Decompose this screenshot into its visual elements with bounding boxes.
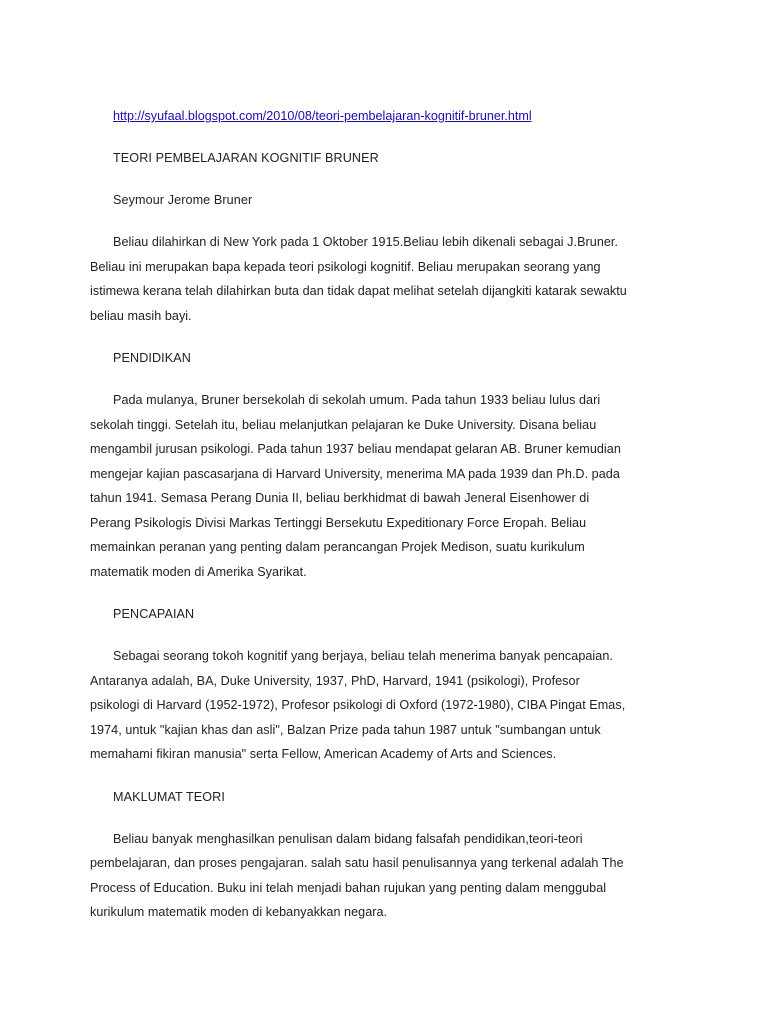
paragraph-line: beliau masih bayi. [90,308,192,323]
paragraph-line: matematik moden di Amerika Syarikat. [90,564,307,579]
paragraph-line: kurikulum matematik moden di kebanyakkan negara. [90,905,388,919]
source-url-link[interactable]: http://syufaal.blogspot.com/2010/08/teori-pembelajaran-kognitif-bruner.html [113,109,532,123]
achievement-paragraph [90,644,680,767]
theory-paragraph [90,827,680,925]
paragraph-line: Perang Psikologis Divisi Markas Tertinggi Bersekutu Expeditionary Force Eropah. Beliau [90,515,587,530]
document-title: TEORI PEMBELAJARAN KOGNITIF BRUNER [113,151,379,165]
paragraph-line: 1974, untuk "kajian khas dan asli", Balzan Prize pada tahun 1987 untuk "sumbangan untuk [90,722,601,737]
education-paragraph [90,388,680,584]
paragraph-line: memahami fikiran manusia" serta Fellow, American Academy of Arts and Sciences. [90,747,557,761]
paragraph-line: istimewa kerana telah dilahirkan buta dan tidak dapat melihat setelah dijangkiti katarak sewaktu [90,284,627,298]
paragraph-line: mengambil jurusan psikologi. Pada tahun 1937 beliau mendapat gelaran AB. Bruner kemudian [90,442,621,456]
section-heading-education: PENDIDIKAN [113,351,191,365]
paragraph-line: psikologi di Harvard (1952-1972), Profesor psikologi di Oxford (1972-1980), CIBA Pingat Emas, [90,698,626,712]
paragraph-line: mengejar kajian pascasarjana di Harvard University, menerima MA pada 1939 dan Ph.D. pada [90,466,620,481]
paragraph-line: pembelajaran, dan proses pengajaran. salah satu hasil penulisannya yang terkenal adalah The [90,856,624,870]
paragraph-line: Pada mulanya, Bruner bersekolah di sekolah umum. Pada tahun 1933 beliau lulus dari [113,393,601,407]
paragraph-line: Beliau banyak menghasilkan penulisan dalam bidang falsafah pendidikan,teori-teori [113,831,583,846]
author-name: Seymour Jerome Bruner [113,193,253,207]
paragraph-line: Process of Education. Buku ini telah menjadi bahan rujukan yang penting dalam menggubal [90,880,607,895]
paragraph-line: Sebagai seorang tokoh kognitif yang berjaya, beliau telah menerima banyak pencapaian. [113,649,613,663]
paragraph-line: memainkan peranan yang penting dalam perancangan Projek Medison, suatu kurikulum [90,540,585,554]
intro-paragraph [90,230,680,328]
section-heading-achievement: PENCAPAIAN [113,607,195,621]
paragraph-line: Beliau dilahirkan di New York pada 1 Oktober 1915.Beliau lebih dikenali sebagai J.Bruner. [113,235,619,249]
paragraph-line: Beliau ini merupakan bapa kepada teori psikologi kognitif. Beliau merupakan seorang yang [90,259,601,274]
section-heading-theory: MAKLUMAT TEORI [113,789,225,804]
paragraph-line: tahun 1941. Semasa Perang Dunia II, beliau berkhidmat di bawah Jeneral Eisenhower di [90,491,590,505]
paragraph-line: Antaranya adalah, BA, Duke University, 1937, PhD, Harvard, 1941 (psikologi), Profesor [90,673,580,688]
paragraph-line: sekolah tinggi. Setelah itu, beliau melanjutkan pelajaran ke Duke University. Disana beliau [90,417,597,432]
